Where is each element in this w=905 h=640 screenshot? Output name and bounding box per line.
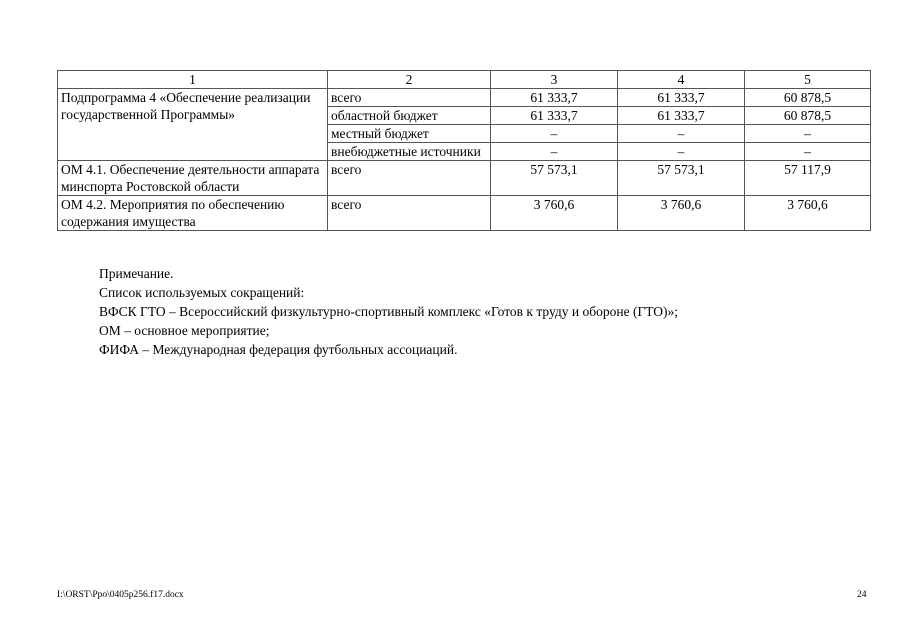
value-cell: 61 333,7	[618, 89, 745, 107]
table-row	[58, 161, 871, 196]
value-cell: –	[491, 143, 618, 161]
om-4-1-label: ОМ 4.1. Обеспечение деятельности аппарата минспорта Ростовской области	[58, 161, 328, 196]
value-cell: –	[618, 125, 745, 143]
column-header-3: 3	[491, 71, 618, 89]
notes-section	[99, 264, 678, 359]
value-cell: 57 117,9	[745, 161, 871, 196]
column-header-1: 1	[58, 71, 328, 89]
value-cell: 61 333,7	[491, 107, 618, 125]
value-cell: 3 760,6	[618, 196, 745, 231]
table-row	[58, 196, 871, 231]
subprogram-4-label: Подпрограмма 4 «Обеспечение реализации государственной Программы»	[58, 89, 328, 161]
source-cell: внебюджетные источники	[328, 143, 491, 161]
column-header-2: 2	[328, 71, 491, 89]
abbreviation-item: ОМ – основное мероприятие;	[99, 323, 270, 338]
value-cell: 61 333,7	[491, 89, 618, 107]
notes-title: Примечание.	[99, 266, 174, 281]
value-cell: –	[745, 125, 871, 143]
footer-file-path: I:\ORST\Ppo\0405p256.f17.docx	[57, 590, 184, 600]
source-cell: областной бюджет	[328, 107, 491, 125]
value-cell: –	[491, 125, 618, 143]
page-number: 24	[857, 590, 867, 600]
column-header-4: 4	[618, 71, 745, 89]
value-cell: 3 760,6	[745, 196, 871, 231]
source-cell: всего	[328, 161, 491, 196]
table-row	[58, 89, 871, 107]
value-cell: 61 333,7	[618, 107, 745, 125]
source-cell: всего	[328, 196, 491, 231]
value-cell: –	[618, 143, 745, 161]
abbreviation-item: ФИФА – Международная федерация футбольных ассоциаций.	[99, 342, 458, 357]
value-cell: –	[745, 143, 871, 161]
om-4-2-label: ОМ 4.2. Мероприятия по обеспечению содержания имущества	[58, 196, 328, 231]
value-cell: 60 878,5	[745, 89, 871, 107]
abbreviation-item: ВФСК ГТО – Всероссийский физкультурно-спортивный комплекс «Готов к труду и обороне (ГТО)»;	[99, 304, 679, 319]
table-header-row	[58, 71, 871, 89]
budget-table	[57, 70, 871, 231]
source-cell: местный бюджет	[328, 125, 491, 143]
value-cell: 60 878,5	[745, 107, 871, 125]
value-cell: 57 573,1	[618, 161, 745, 196]
value-cell: 3 760,6	[491, 196, 618, 231]
source-cell: всего	[328, 89, 491, 107]
abbreviations-title: Список используемых сокращений:	[99, 285, 305, 300]
value-cell: 57 573,1	[491, 161, 618, 196]
column-header-5: 5	[745, 71, 871, 89]
